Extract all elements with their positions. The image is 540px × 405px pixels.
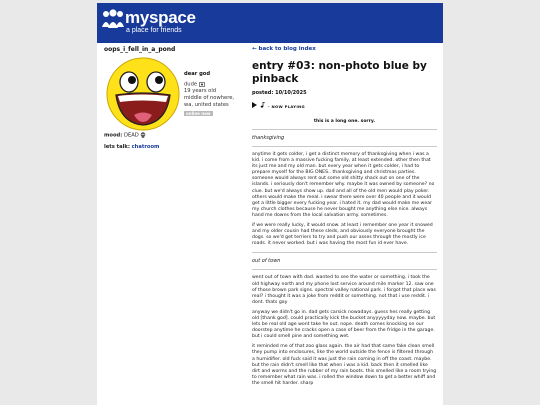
divider [252,129,437,130]
music-note-icon [260,102,265,110]
online-now-badge: online now [186,111,211,117]
gender-line [184,81,246,88]
divider [252,146,437,147]
section-heading: thanksgiving [252,135,285,141]
music-player[interactable] [252,102,437,110]
blog-section [252,135,437,247]
blog-paragraph: anytime it gets colder, i get a distinct memory of thanksgiving when i was a kid. i come from a massive fucking family, at least extended. other then that its just me and my old man. but every year when it gets colder, i had to prepare myself for the BIG ONES.. thanksgiving and christmas parties. someone would always rent out some old shitty shack out on one of the islands. i seriously don't remember why. maybe it was owned by someone? no clue. but we'd always show up. dad and all of the old men would play poker. others would make the meal. i swear there were over 40 people and it would get a little bigger every fucking year. i hated it. my dad would make me wear my church clothes because he never bought me anything else nice. always hand me downs from the local salvation army. sometimes. [252,152,435,218]
posted-date: posted: 10/10/2025 [252,90,307,96]
blog-entry-title: entry #03: non-photo blue by pinback [252,60,427,85]
blog-paragraph: anyway we didn't go in. dad gets carsick nowadays. guess hes really getting old [thank god]. could practically kick the bucket anyyyyyday now. maybe. but lets be real old age wont take he out. nope. death comes knocking on our doorstep anytime he cracks open a case of beer from the fridge in the garage. but i could smell pine and something wet. [252,309,436,340]
photo-icon [199,81,205,87]
skull-icon [140,132,146,138]
page-container [97,3,443,405]
myspace-logo[interactable]: myspace [125,8,196,27]
profile-age: 19 years old [184,88,217,95]
back-to-blog-index-link[interactable]: ← back to blog index [252,46,316,52]
entry-intro: this is a long one. sorry. [313,119,376,124]
profile-location-1: middle of nowhere, [184,94,235,101]
play-icon[interactable] [252,102,257,110]
logo-tagline: a place for friends [126,27,182,34]
lets-talk-line [104,144,159,150]
profile-info [184,71,246,118]
myspace-people-icon [102,9,124,29]
mood-label: mood: [104,132,123,139]
profile-location-2: wa, united states [184,101,229,108]
blog-column [252,46,437,391]
blog-paragraph: it reminded me of that zoo glass again. the air had that same fake clean smell they pump into enclosures, like the world outside the fence is filtered through a humidifier. old fuck said it was just the rain coming in off the coast. maybe. but the rain didn't smell like that when i was a kid. back then it smelled like dirt and worms and the rubber of my rain boots. this smelled like a room trying to remember what rain was. i rolled the window down to get a better whiff and the smell hit harder. sharp [252,344,437,386]
now-playing-label: - NOW PLAYING [268,103,305,109]
mood-line [104,132,146,139]
profile-gender: dude [184,81,198,88]
blog-paragraph: if we were really lucky, it would snow. at least i remember one year it snowed and my older cousin had these sleds, and obviously everyone brought the dogs. so we'd get terriers to try and push our asses through the mostly ice roads. it never worked. but i was having the most fun id ever have. [252,223,433,247]
chatroom-link[interactable]: chatroom [131,144,160,150]
blog-paragraph: went out of town with dad. wanted to see the water or something. i took the old highway north and my phone lost service around mile marker 12. saw one of those brown park signs. spectral valley national park. i forgot that place was real? i thought it was a joke from reddit or something. not that i use reddit. i dont. thats gay [252,275,436,305]
mood-value: DEAD [123,132,139,139]
avatar[interactable] [104,55,182,133]
profile-quote: dear god [184,71,211,77]
header-bar [97,3,443,43]
divider [252,252,437,253]
lets-talk-label: lets talk: [104,144,130,150]
section-heading: out of town [252,258,281,265]
profile-column [104,46,244,150]
blog-section [252,258,437,387]
awesome-face-icon [104,55,182,133]
profile-username: oops_i_fell_in_a_pond [104,46,176,53]
divider [252,269,437,270]
